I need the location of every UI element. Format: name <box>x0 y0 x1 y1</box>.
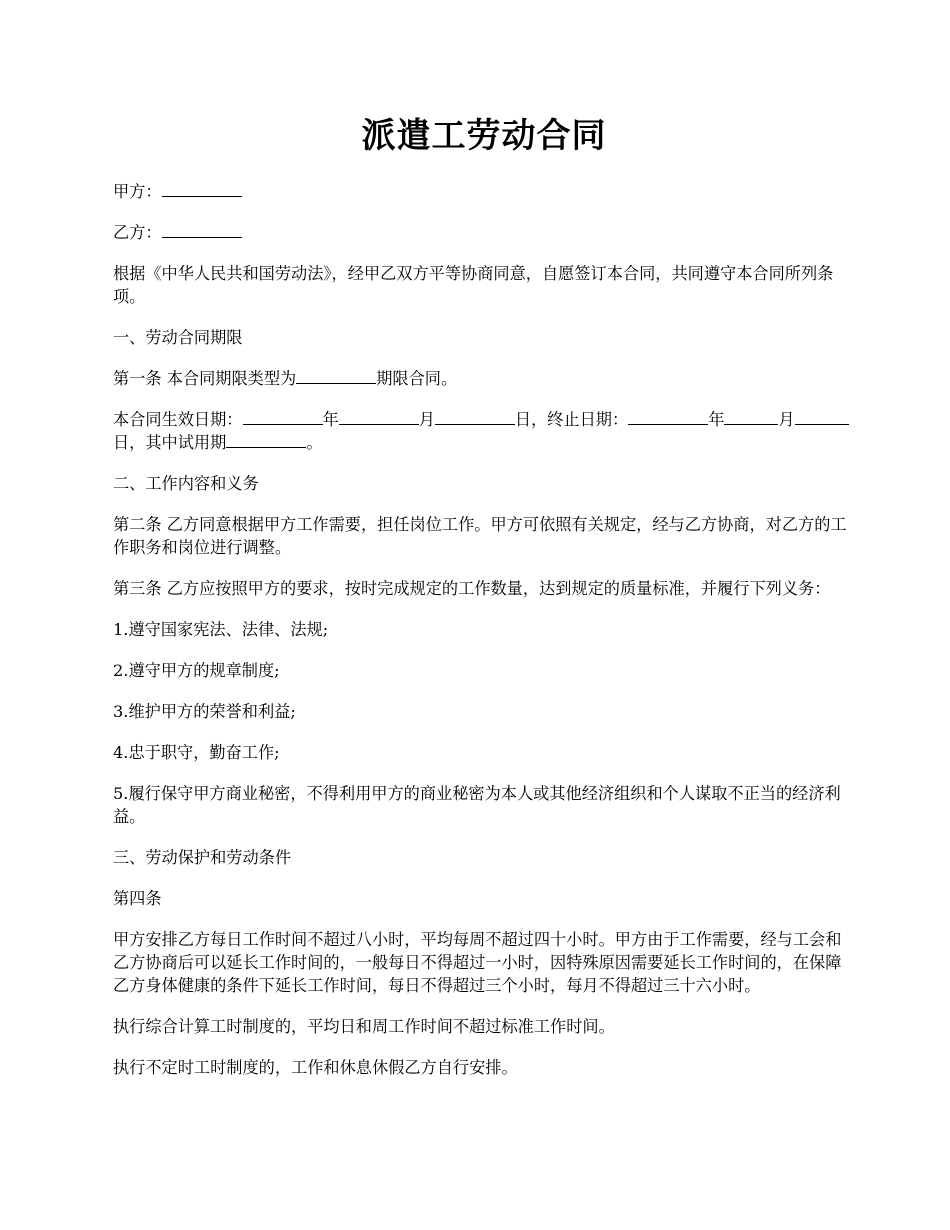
start-month-blank <box>339 409 419 425</box>
document-title: 派遣工劳动合同 <box>361 116 607 156</box>
duty-item-5: 5.履行保守甲方商业秘密，不得利用甲方的商业秘密为本人或其他经济组织和个人谋取不正当的经济利益。 <box>113 784 841 826</box>
year-label: 年 <box>322 410 339 429</box>
article-2: 第二条 乙方同意根据甲方工作需要，担任岗位工作。甲方可依照有关规定，经与乙方协商，对乙方的工作职务和岗位进行调整。 <box>113 515 847 557</box>
article-4-paragraph-2: 执行综合计算工时制度的，平均日和周工作时间不超过标准工作时间。 <box>113 1017 615 1036</box>
duty-item-2: 2.遵守甲方的规章制度; <box>113 661 280 680</box>
dates-paragraph <box>113 408 855 454</box>
end-year-blank <box>628 409 708 425</box>
article-1 <box>113 367 855 390</box>
article-4-paragraph-3: 执行不定时工时制度的，工作和休息休假乙方自行安排。 <box>113 1058 518 1077</box>
end-month-blank <box>724 409 778 425</box>
party-a-blank <box>162 181 242 197</box>
start-year-blank <box>243 409 323 425</box>
start-day-blank <box>435 409 515 425</box>
period-mark: 。 <box>306 433 323 452</box>
article-1-prefix: 第一条 本合同期限类型为 <box>113 369 297 388</box>
section-1-heading: 一、劳动合同期限 <box>113 328 243 347</box>
month-label: 月 <box>778 410 795 429</box>
end-day-blank <box>795 409 849 425</box>
effective-date-label: 本合同生效日期： <box>113 410 243 429</box>
duty-item-1: 1.遵守国家宪法、法律、法规; <box>113 620 329 639</box>
section-2-heading: 二、工作内容和义务 <box>113 474 259 493</box>
document-body <box>113 180 855 1097</box>
party-b-blank <box>162 222 242 238</box>
document-page <box>113 0 855 1230</box>
party-a-label: 甲方： <box>113 182 162 201</box>
trial-period-blank <box>226 432 306 448</box>
party-b-label: 乙方： <box>113 223 162 242</box>
party-a-line <box>113 180 855 203</box>
term-type-blank <box>296 368 376 384</box>
duty-item-3: 3.维护甲方的荣誉和利益; <box>113 702 296 721</box>
article-4-heading: 第四条 <box>113 889 162 908</box>
article-4-paragraph-1: 甲方安排乙方每日工作时间不超过八小时，平均每周不超过四十小时。甲方由于工作需要，经与工会和乙方协商后可以延长工作时间的，一般每日不得超过一小时，因特殊原因需要延长工作时间的，在保障乙方身体健康的条件下延长工作时间，每日不得超过三个小时，每月不得超过三十六小时。 <box>113 930 842 995</box>
end-date-label: 日，终止日期： <box>514 410 629 429</box>
month-label: 月 <box>418 410 435 429</box>
intro-paragraph: 根据《中华人民共和国劳动法》，经甲乙双方平等协商同意，自愿签订本合同，共同遵守本合同所列条项。 <box>113 264 834 306</box>
party-b-line <box>113 221 855 244</box>
year-label: 年 <box>708 410 725 429</box>
article-1-suffix: 期限合同。 <box>376 369 458 388</box>
article-3: 第三条 乙方应按照甲方的要求，按时完成规定的工作数量，达到规定的质量标准，并履行下列义务： <box>113 579 831 598</box>
trial-period-label: 日，其中试用期 <box>113 433 227 452</box>
section-3-heading: 三、劳动保护和劳动条件 <box>113 848 292 867</box>
duty-item-4: 4.忠于职守，勤奋工作; <box>113 743 280 762</box>
